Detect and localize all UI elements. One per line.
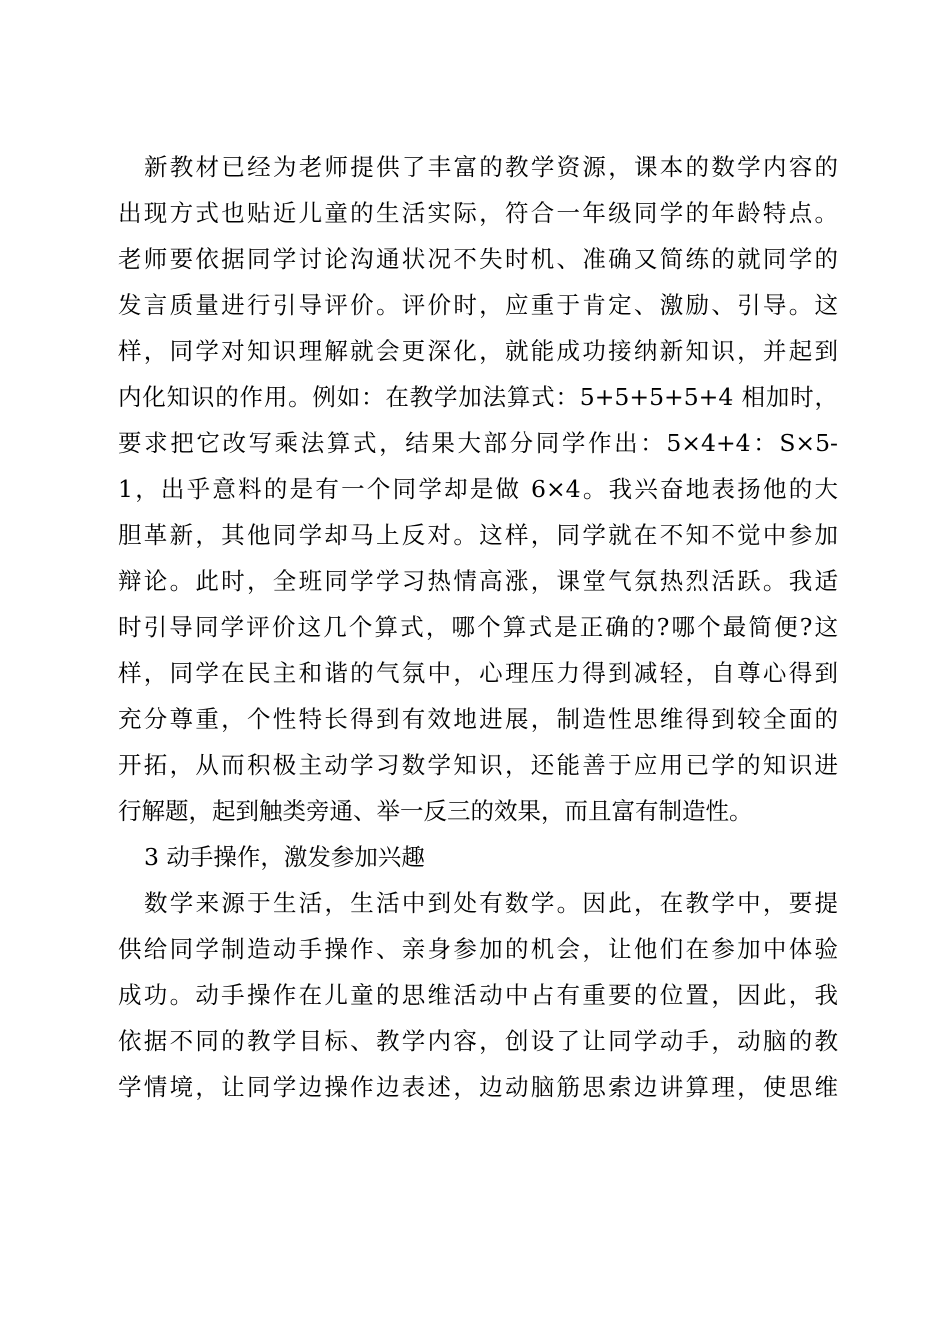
paragraph-2-line: 学情境，让同学边操作边表述，边动脑筋思索边讲算理，使思维 [118, 1073, 838, 1101]
paragraph-1-line: 样，同学对知识理解就会更深化，就能成功接纳新知识，并起到 [118, 337, 838, 365]
paragraph-1-line: 辩论。此时，全班同学学习热情高涨，课堂气氛热烈活跃。我适 [118, 567, 838, 595]
paragraph-1-line: 充分尊重，个性特长得到有效地进展，制造性思维得到较全面的 [118, 705, 838, 733]
paragraph-1-line: 时引导同学评价这几个算式，哪个算式是正确的?哪个最简便?这 [118, 613, 838, 641]
paragraph-2-line: 成功。动手操作在儿童的思维活动中占有重要的位置，因此，我 [118, 981, 838, 1009]
section-heading: 3 动手操作，激发参加兴趣 [144, 843, 425, 871]
paragraph-1-line: 新教材已经为老师提供了丰富的教学资源，课本的数学内容的 [144, 153, 838, 181]
paragraph-2-line: 供给同学制造动手操作、亲身参加的机会，让他们在参加中体验 [118, 935, 838, 963]
paragraph-2-line: 依据不同的教学目标、教学内容，创设了让同学动手，动脑的教 [118, 1027, 838, 1055]
paragraph-1-line: 出现方式也贴近儿童的生活实际，符合一年级同学的年龄特点。 [118, 199, 838, 227]
paragraph-1-line: 发言质量进行引导评价。评价时，应重于肯定、激励、引导。这 [118, 291, 838, 319]
paragraph-2-line: 数学来源于生活，生活中到处有数学。因此，在教学中，要提 [144, 889, 838, 917]
paragraph-1-line: 开拓，从而积极主动学习数学知识，还能善于应用已学的知识进 [118, 751, 838, 779]
paragraph-1-line: 内化知识的作用。例如：在教学加法算式：5+5+5+5+4 相加时， [118, 383, 838, 411]
paragraph-1-line: 1，出乎意料的是有一个同学却是做 6×4。我兴奋地表扬他的大 [118, 475, 838, 503]
paragraph-1-line: 行解题，起到触类旁通、举一反三的效果，而且富有制造性。 [118, 797, 753, 825]
paragraph-1-line: 样，同学在民主和谐的气氛中，心理压力得到减轻，自尊心得到 [118, 659, 838, 687]
paragraph-1-line: 要求把它改写乘法算式，结果大部分同学作出：5×4+4：S×5- [118, 429, 838, 457]
paragraph-1-line: 胆革新，其他同学却马上反对。这样，同学就在不知不觉中参加 [118, 521, 838, 549]
paragraph-1-line: 老师要依据同学讨论沟通状况不失时机、准确又简练的就同学的 [118, 245, 838, 273]
